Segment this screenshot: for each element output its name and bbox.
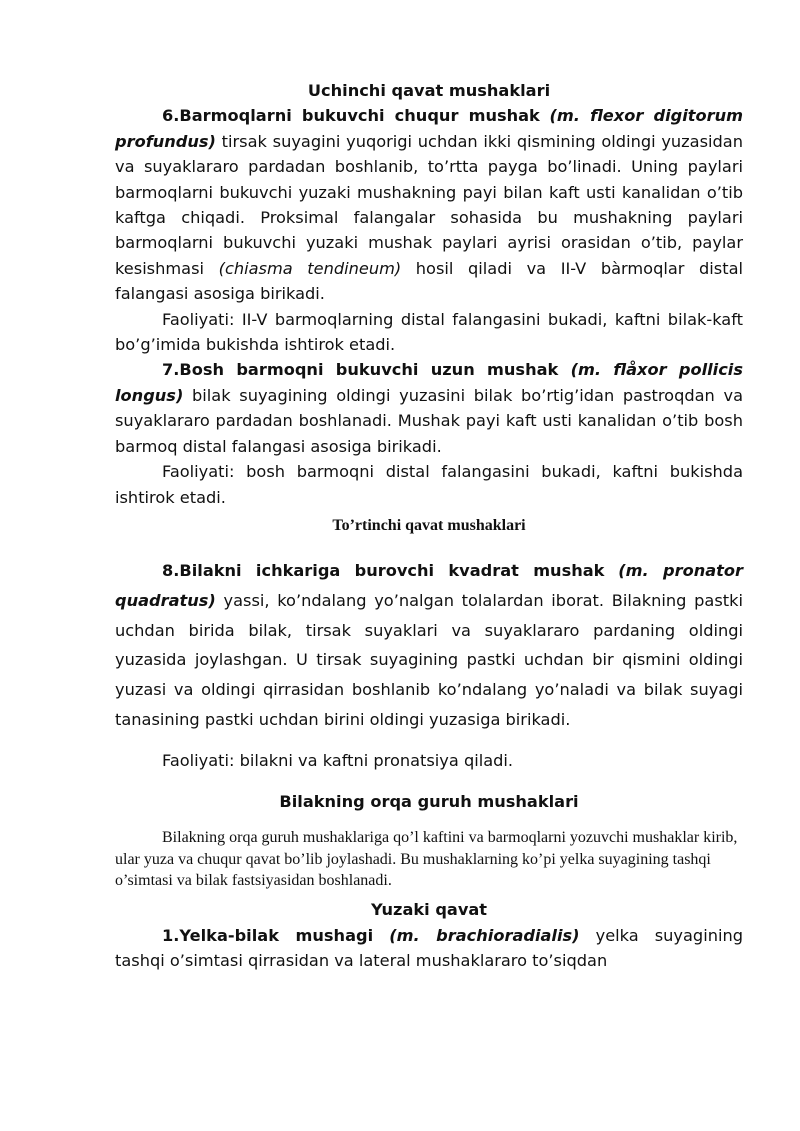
section-title: Yuzaki qavat [370,900,488,920]
latin-name: (m. brachioradialis) [389,926,580,946]
paragraph [115,103,743,306]
section-fourth-layer [115,556,743,776]
latin-name: (m. pronator quadratus) [115,560,743,610]
muscle-name: 7.Bosh barmoqni bukuvchi uzun mushak [162,360,571,380]
muscle-name: 6.Barmoqlarni bukuvchi chuqur mushak [162,106,540,126]
section-title: Bilakning orqa guruh mushaklari [279,792,579,812]
paragraph-text: bilak suyagining oldingi yuzasini bilak bo’rtig’idan pastroqdan va suyaklararo pardadan boshlanadi. Mushak payi kaft usti kanalidan o’tib bosh barmoq distal falangasi asosiga birikadi. [115,385,743,456]
latin-term: (chiasma tendineum) [218,258,402,278]
section-third-layer [115,78,743,510]
paragraph [115,923,743,973]
section-title: To’rtinchi qavat mushaklari [332,516,526,534]
latin-name: (m. flexor digitorum profundus) [115,106,743,151]
paragraph [115,556,743,735]
muscle-name: 8.Bilakni ichkariga burovchi kvadrat mushak [162,560,605,580]
paragraph: Bilakning orqa guruh mushaklariga qo’l kaftini va barmoqlarni yozuvchi mushaklar kirib, ular yuza va chuqur qavat bo’lib joylashadi. Bu mushaklarning ko’pi yelka suyagining tashqi o’simtasi va bilak fastsiyasidan boshlanadi. [115,829,738,890]
paragraph-text: hosil qiladi va II-V bàrmoqlar distal falangasi asosiga birikadi. [115,258,744,304]
paragraph-text: tirsak suyagini yuqorigi uchdan ikki qismining oldingi yuzasidan va suyaklararo pardadan boshlanib, to’rtta payga bo’linadi. Uning paylari barmoqlarni bukuvchi yuzaki mushakning payi bilan kaft usti kanalidan o’tib kaftga chiqadi. Proksimal falangalar sohasida bu mushakning paylari barmoqlarni bukuvchi yuzaki mushak paylari ayrisi orasidan o’tib, paylar kesishmasi [115,131,743,278]
paragraph-function: Faoliyati: bilakni va kaftni pronatsiya qiladi. [162,750,514,770]
paragraph-function: Faoliyati: bosh barmoqni distal falangasini bukadi, kaftni bukishda ishtirok etadi. [115,462,743,507]
muscle-name: 1.Yelka-bilak mushagi [162,926,374,946]
paragraph-function: Faoliyati: II-V barmoqlarning distal falangasini bukadi, kaftni bilak-kaft bo’g’imida bukishda ishtirok etadi. [115,309,743,355]
document-page [115,0,743,973]
paragraph-text: yelka suyagining tashqi o’simtasi qirrasidan va lateral mushaklararo to’siqdan [115,926,743,971]
paragraph-text: yassi, ko’ndalang yo’nalgan tolalardan iborat. Bilakning pastki uchdan birida bilak, tirsak suyaklari va suyaklararo pardaning oldingi yuzasida joylashgan. U tirsak suyagining pastki uchdan bir qismini oldingi yuzasi va oldingi qirrasidan boshlanib ko’ndalang yo’naladi va bilak suyagi tanasining pastki uchdan birini oldingi yuzasiga birikadi. [115,590,743,729]
section-superficial-layer [115,897,743,973]
latin-name: (m. flåxor pollicis longus) [115,360,743,405]
section-title: Uchinchi qavat mushaklari [307,81,551,100]
paragraph [115,357,743,459]
